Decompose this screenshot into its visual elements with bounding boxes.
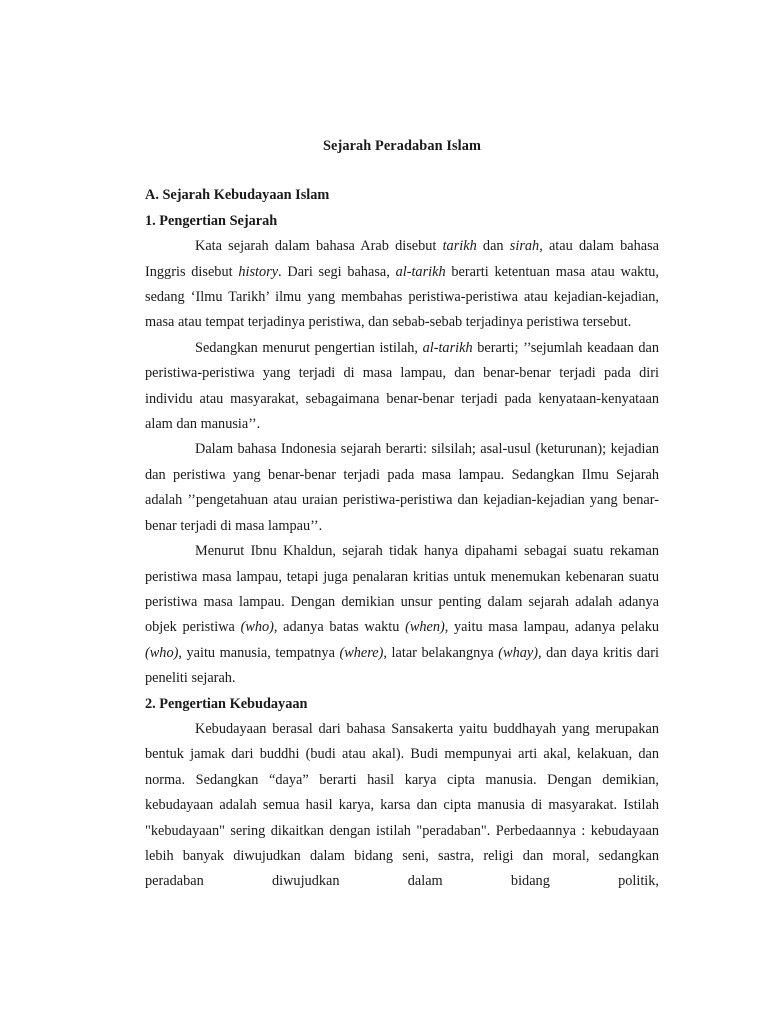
paragraph-4-text-1: Menurut Ibnu Khaldun, sejarah tidak hanya dipahami sebagai suatu rekaman peristiwa masa lampau, tetapi juga penalaran kritias untuk menemukan kebenaran suatu peristiwa masa lampau. Dengan demikian unsur penting dalam sejarah adalah adanya objek peristiwa [145, 543, 659, 636]
paragraph-1-italic-1: tarikh [442, 238, 477, 255]
paragraph-4-italic-3: (who) [145, 644, 179, 661]
paragraph-1-text-4: . Dari segi bahasa, [278, 263, 396, 280]
paragraph-1-italic-4: al-tarikh [395, 263, 446, 280]
paragraph-4-italic-4: (where), [339, 644, 387, 661]
paragraph-1-italic-2: sirah [509, 238, 540, 255]
paragraph-2-text-2: berarti; ’’sejumlah keadaan dan peristiwa-peristiwa yang terjadi di masa lampau, dan benar-benar terjadi pada diri individu atau masyarakat, sebagaimana benar-benar terjadi pada kenyataan-kenyataan alam dan manusia’’. [145, 339, 659, 433]
paragraph-4-text-6: dan daya kritis dari peneliti sejarah. [145, 644, 659, 687]
subsection-heading-1: 1. Pengertian Sejarah [145, 212, 278, 229]
paragraph-1-text-3: , atau dalam bahasa Inggris disebut [145, 238, 659, 280]
paragraph-4-italic-1: (who) [240, 619, 274, 636]
paragraph-2-text-1: Sedangkan menurut pengertian istilah, [195, 339, 423, 356]
paragraph-4-text-2: , adanya batas waktu [273, 619, 406, 636]
paragraph-4-italic-2: (when) [405, 619, 445, 636]
section-heading-a: A. Sejarah Kebudayaan Islam [145, 187, 330, 204]
paragraph-1 [145, 234, 659, 336]
paragraph-5-text-1: Kebudayaan berasal dari bahasa Sansakerta yaitu buddhayah yang merupakan bentuk jamak dari buddhi (budi atau akal). Budi mempunyai arti akal, kelakuan, dan norma. Sedangkan “daya” berarti hasil karya cipta manusia. Dengan demikian, kebudayaan adalah semua hasil karya, karsa dan cipta manusia di masyarakat. Istilah "kebudayaan" sering dikaitkan dengan istilah "peradaban". Perbedaannya : kebudayaan lebih banyak diwujudkan dalam bidang seni, sastra, religi dan moral, sedangkan peradaban diwujudkan dalam bidang politik, [145, 720, 659, 890]
paragraph-4 [145, 539, 659, 691]
paragraph-1-text-1: Kata sejarah dalam bahasa Arab disebut [195, 238, 443, 255]
document-title: Sejarah Peradaban Islam [323, 138, 481, 154]
subsection-heading-2: 2. Pengertian Kebudayaan [145, 695, 308, 712]
paragraph-2 [145, 336, 659, 438]
document-body [145, 134, 659, 895]
paragraph-4-italic-5: (whay), [498, 644, 542, 661]
paragraph-4-text-5: latar belakangnya [387, 644, 499, 661]
paragraph-5 [145, 717, 659, 895]
paragraph-1-italic-3: history [238, 263, 279, 280]
paragraph-1-text-2: dan [476, 238, 510, 255]
paragraph-2-italic-1: al-tarikh [422, 339, 473, 356]
paragraph-3 [145, 437, 659, 539]
paragraph-4-text-4: , yaitu manusia, tempatnya [178, 644, 340, 661]
paragraph-1-text-5: berarti ketentuan masa atau waktu, sedang ‘Ilmu Tarikh’ ilmu yang membahas peristiwa-peristiwa atau kejadian-kejadian, masa atau tempat terjadinya peristiwa, dan sebab-sebab terjadinya peristiwa tersebut. [145, 263, 660, 331]
paragraph-4-text-3: , yaitu masa lampau, adanya pelaku [444, 619, 660, 636]
paragraph-3-text-1: Dalam bahasa Indonesia sejarah berarti: silsilah; asal-usul (keturunan); kejadian dan peristiwa yang benar-benar terjadi pada masa lampau. Sedangkan Ilmu Sejarah adalah ’’pengetahuan atau uraian peristiwa-peristiwa dan kejadian-kejadian yang benar-benar terjadi di masa lampau’’. [145, 441, 659, 534]
